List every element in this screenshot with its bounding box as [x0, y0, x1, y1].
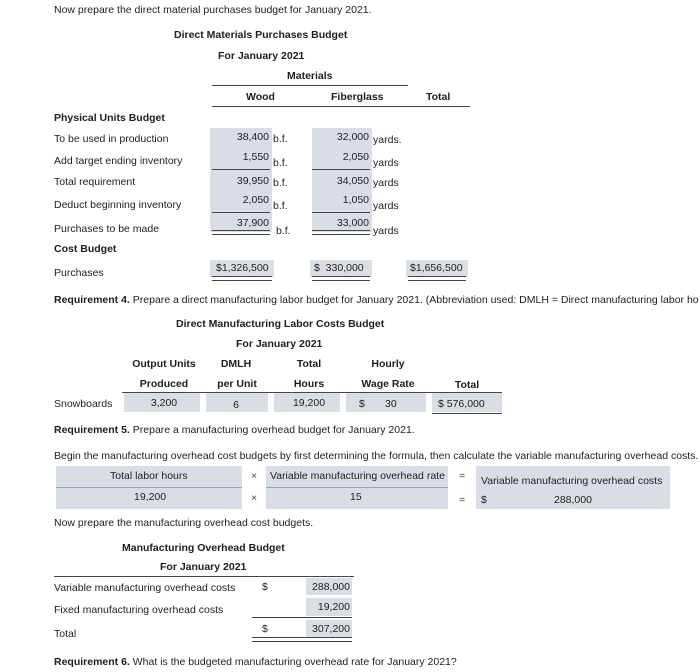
dmp-col-fiberglass: Fiberglass: [331, 91, 384, 103]
mo-var-value[interactable]: 288,000: [312, 581, 350, 593]
wood-used-unit: b.f.: [273, 133, 288, 145]
dml-total-rule: [432, 413, 502, 414]
dmp-period: For January 2021: [218, 50, 305, 62]
dmp-materials-header: Materials: [287, 70, 333, 82]
req4-body: Prepare a direct manufacturing labor budget for January 2021. (Abbreviation used: DMLH = Direct manufacturing labor ho: [129, 294, 699, 306]
fiber-subtotal-rule: [312, 169, 370, 170]
now-prepare-text: Now prepare the manufacturing overhead cost budgets.: [54, 517, 314, 529]
mo-total-sign: $: [262, 623, 268, 635]
mo-total-value[interactable]: 307,200: [312, 623, 350, 635]
dmp-col-total: Total: [426, 91, 451, 103]
materials-rule: [212, 85, 408, 86]
mo-total-label: Total: [54, 628, 77, 640]
formula-times-operator: ×: [251, 470, 258, 482]
header-rule: [212, 106, 470, 107]
wood-total-req-value[interactable]: 39,950: [236, 175, 269, 187]
mo-var-label: Variable manufacturing overhead costs: [54, 582, 236, 594]
wood-purchases-rule: [212, 212, 270, 213]
mo-header-rule: [54, 576, 354, 577]
req6-text: [54, 656, 457, 668]
dml-h-rate-1: Hourly: [371, 358, 405, 370]
row-label-total-req: Total requirement: [54, 176, 136, 188]
dmp-title: Direct Materials Purchases Budget: [174, 29, 348, 41]
formula-result-sign: $: [481, 494, 487, 506]
mo-fixed-label: Fixed manufacturing overhead costs: [54, 604, 224, 616]
fiber-beginning-value[interactable]: 1,050: [342, 194, 369, 206]
purchases-cost-label: Purchases: [54, 267, 104, 279]
fiber-purchases-rule: [312, 212, 370, 213]
wood-cost-double-rule: [212, 276, 272, 281]
dml-h-total-1: Total: [296, 358, 322, 370]
formula-result-value[interactable]: 288,000: [554, 494, 592, 506]
formula-result-label[interactable]: Variable manufacturing overhead costs: [481, 475, 663, 487]
wood-purchases-value[interactable]: 37,900: [236, 217, 269, 229]
req5-text: [54, 424, 415, 436]
formula-labor-label[interactable]: Total labor hours: [110, 470, 188, 482]
formula-labor-divider: [56, 487, 242, 488]
dml-period: For January 2021: [236, 338, 323, 350]
dml-row-label: Snowboards: [54, 398, 113, 410]
cost-budget-heading: Cost Budget: [54, 243, 117, 255]
req5-body: Prepare a manufacturing overhead budget for January 2021.: [129, 424, 415, 436]
dml-rate-value[interactable]: 30: [385, 398, 397, 410]
fiber-used-unit: yards.: [373, 134, 402, 146]
physical-units-heading: Physical Units Budget: [54, 112, 165, 124]
fiber-cost-double-rule: [312, 276, 370, 281]
wood-beginning-value[interactable]: 2,050: [242, 194, 269, 206]
dml-dmlh-value[interactable]: 6: [233, 399, 239, 411]
wood-beginning-unit: b.f.: [273, 200, 288, 212]
wood-total-req-unit: b.f.: [273, 177, 288, 189]
fiber-purchases-unit: yards: [373, 225, 399, 237]
formula-equals-operator: =: [459, 470, 466, 482]
req5-instruction: Begin the manufacturing overhead cost budgets by first determining the formula, then calculate the variable manufacturing overhead costs.: [54, 450, 699, 462]
total-purchases-cost[interactable]: $1,656,500: [410, 262, 463, 274]
fiber-ending-value[interactable]: 2,050: [342, 151, 369, 163]
mo-total-double-rule: [252, 637, 352, 642]
row-label-ending: Add target ending inventory: [54, 155, 183, 167]
mo-fixed-rule: [252, 617, 352, 618]
dml-rate-sign: $: [359, 398, 365, 410]
fiber-purchases-value[interactable]: 33,000: [336, 217, 369, 229]
dml-h-dmlh-1: DMLH: [220, 358, 252, 370]
dml-total-value[interactable]: $ 576,000: [438, 398, 485, 410]
row-label-beginning: Deduct beginning inventory: [54, 199, 182, 211]
req4-text: [54, 294, 699, 306]
fiber-total-req-unit: yards: [373, 177, 399, 189]
intro-text: Now prepare the direct material purchases budget for January 2021.: [54, 4, 372, 16]
mo-period: For January 2021: [160, 561, 247, 573]
req5-label: Requirement 5.: [54, 424, 130, 436]
wood-purchases-double-rule: [212, 230, 270, 235]
fiber-purchases-double-rule: [312, 230, 370, 235]
wood-ending-unit: b.f.: [273, 157, 288, 169]
dml-h-rate-2: Wage Rate: [361, 378, 415, 390]
wood-purchases-cost[interactable]: $1,326,500: [216, 262, 269, 274]
formula-rate-divider: [266, 487, 448, 488]
formula-labor-value[interactable]: 19,200: [134, 491, 167, 503]
req6-body: What is the budgeted manufacturing overhead rate for January 2021?: [129, 656, 457, 668]
mo-var-sign: $: [262, 581, 268, 593]
row-label-used: To be used in production: [54, 133, 169, 145]
dml-output-value[interactable]: 3,200: [150, 397, 178, 409]
row-label-purchases: Purchases to be made: [54, 223, 160, 235]
dml-h-output-1: Output Units: [132, 358, 196, 370]
wood-purchases-unit: b.f.: [276, 225, 291, 237]
mo-title: Manufacturing Overhead Budget: [122, 542, 285, 554]
fiber-used-value[interactable]: 32,000: [336, 131, 369, 143]
wood-used-value[interactable]: 38,400: [236, 131, 269, 143]
formula-times-operator-2: ×: [251, 492, 258, 504]
total-cost-double-rule: [408, 276, 466, 281]
fiber-total-req-value[interactable]: 34,050: [336, 175, 369, 187]
fiber-beginning-unit: yards: [373, 200, 399, 212]
formula-rate-value[interactable]: 15: [350, 491, 362, 503]
dml-title: Direct Manufacturing Labor Costs Budget: [176, 318, 385, 330]
formula-rate-label[interactable]: Variable manufacturing overhead rate: [270, 470, 445, 482]
dml-h-total-2: Hours: [293, 378, 325, 390]
req4-label: Requirement 4.: [54, 294, 130, 306]
dml-hours-value[interactable]: 19,200: [292, 397, 326, 409]
dml-h-cost: Total: [454, 379, 480, 391]
fiber-purchases-cost[interactable]: $ 330,000: [314, 262, 364, 274]
dmp-col-wood: Wood: [246, 91, 275, 103]
formula-equals-operator-2: =: [459, 494, 466, 506]
mo-fixed-value[interactable]: 19,200: [317, 601, 350, 613]
dml-h-output-2: Produced: [139, 378, 189, 390]
dml-h-dmlh-2: per Unit: [217, 378, 257, 390]
req6-label: Requirement 6.: [54, 656, 130, 668]
fiber-ending-unit: yards: [373, 157, 399, 169]
wood-ending-value[interactable]: 1,550: [242, 151, 269, 163]
wood-subtotal-rule: [212, 169, 270, 170]
